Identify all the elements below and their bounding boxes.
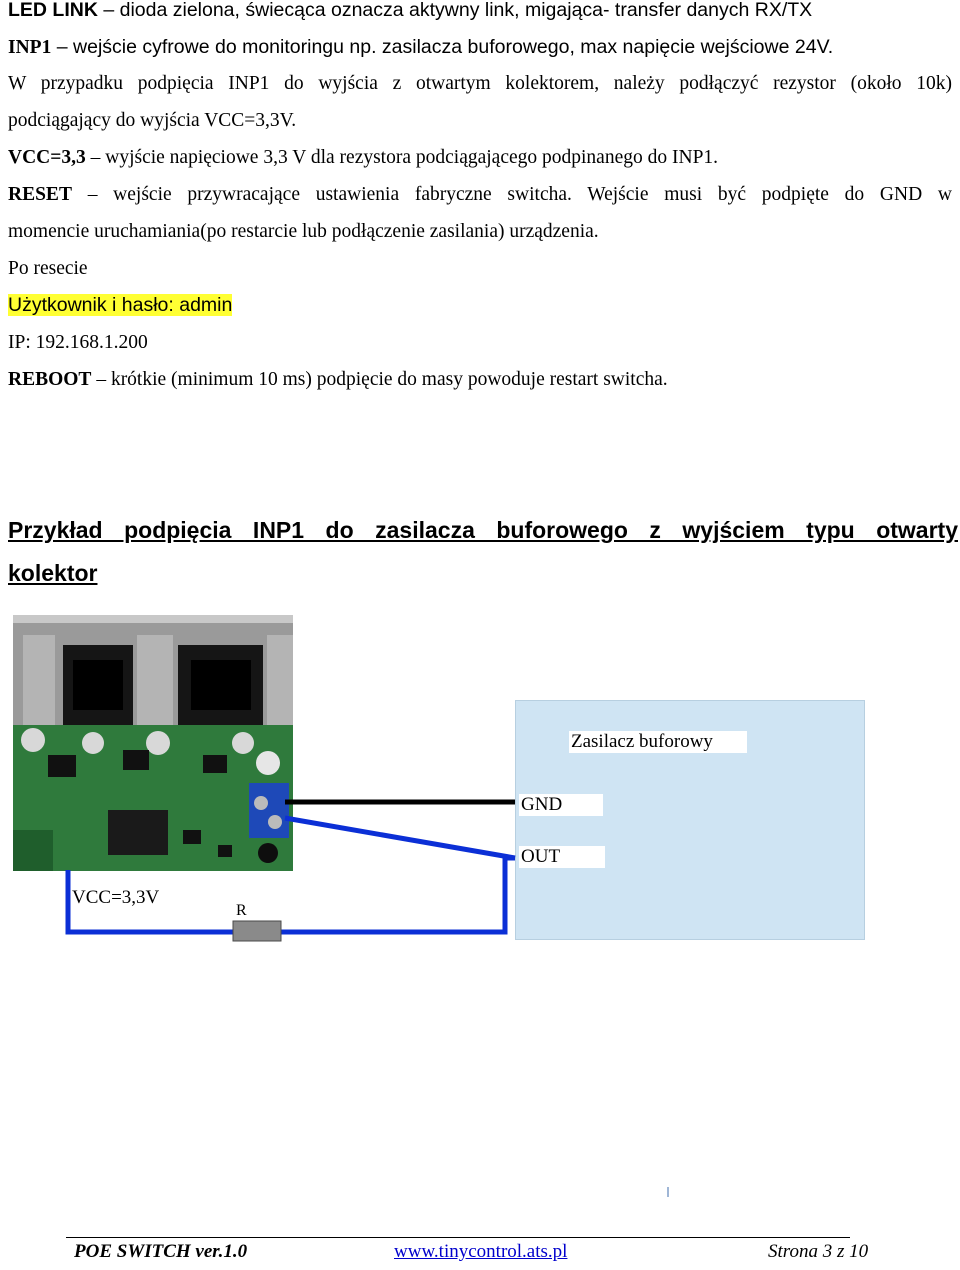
pcb-photo: [13, 615, 293, 871]
footer-product: [74, 1240, 247, 1264]
reboot-line: [8, 368, 952, 392]
section-heading-line-1: Przykład podpięcia INP1 do zasilacza buforowego z wyjściem typu otwarty: [8, 517, 958, 543]
out-label: OUT: [519, 846, 605, 868]
inp1-line-3: podciągający do wyjścia VCC=3,3V.: [8, 110, 297, 131]
resistor-label: R: [236, 902, 247, 919]
credentials-highlight: Użytkownik i hasło: admin: [8, 294, 233, 316]
out-wire: [285, 818, 515, 858]
vcc-term: VCC=3,3: [8, 147, 86, 168]
resistor: [233, 921, 281, 941]
reset-text: – wejście przywracające ustawienia fabryczne switcha. Wejście musi być podpięte do GND w: [71, 184, 952, 205]
pcb-illustration: [13, 615, 293, 871]
section-heading-line-2: kolektor: [8, 560, 98, 586]
credentials-line: [8, 293, 952, 317]
reboot-term: REBOOT: [8, 369, 92, 390]
footer-page-number: Strona 3 z 10: [768, 1241, 869, 1262]
inp1-line-2: W przypadku podpięcia INP1 do wyjścia z otwartym kolektorem, należy podłączyć rezystor (około 10k): [8, 73, 952, 94]
inp1-wire: [281, 858, 515, 932]
led-link-line: [8, 0, 952, 22]
psu-label: Zasilacz buforowy: [569, 731, 747, 753]
reboot-text: – krótkie (minimum 10 ms) podpięcie do masy powoduje restart switcha.: [91, 369, 668, 390]
vcc-wire-label: VCC=3,3V: [72, 887, 160, 908]
reset-line: [8, 183, 952, 207]
inp1-line: [8, 35, 952, 60]
vcc-line: [8, 146, 952, 170]
led-link-term: LED LINK: [8, 0, 98, 21]
inp1-text: – wejście cyfrowe do monitoringu np. zasilacza buforowego, max napięcie wejściowe 24V.: [51, 36, 834, 58]
gnd-label: GND: [519, 794, 603, 816]
footer-url-link[interactable]: www.tinycontrol.ats.pl: [394, 1241, 568, 1262]
ip-line: IP: 192.168.1.200: [8, 332, 148, 353]
led-link-text: – dioda zielona, świecąca oznacza aktywny link, migająca- transfer danych RX/TX: [97, 0, 813, 21]
page-mark: [667, 1187, 669, 1197]
vcc-text: – wyjście napięciowe 3,3 V dla rezystora podciągającego podpinanego do INP1.: [85, 147, 719, 168]
footer-rule: [66, 1237, 850, 1238]
reset-line-2: momencie uruchamiania(po restarcie lub podłączenie zasilania) urządzenia.: [8, 221, 599, 242]
footer-product-text: POE SWITCH ver.1.0: [74, 1241, 248, 1262]
inp1-term: INP1: [8, 37, 52, 58]
reset-term: RESET: [8, 184, 72, 205]
after-reset-line: Po resecie: [8, 258, 88, 279]
